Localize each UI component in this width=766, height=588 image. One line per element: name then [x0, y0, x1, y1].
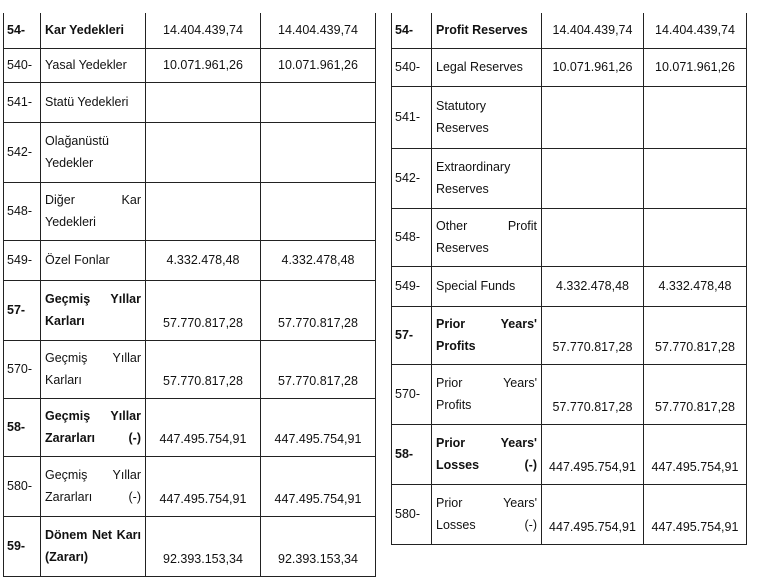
- value-prior: 14.404.439,74: [644, 13, 747, 48]
- account-code: 57-: [392, 306, 432, 364]
- table-row: [4, 82, 376, 122]
- value-current: 57.770.817,28: [542, 364, 644, 424]
- account-code: 541-: [392, 86, 432, 148]
- account-code: 58-: [4, 398, 41, 456]
- table-row: [392, 306, 747, 364]
- account-description: Kar Yedekleri: [41, 13, 146, 48]
- account-description: Prior Years' Profits: [432, 364, 542, 424]
- table-row: [4, 182, 376, 240]
- account-description: Special Funds: [432, 266, 542, 306]
- value-prior: 57.770.817,28: [644, 364, 747, 424]
- value-prior: 10.071.961,26: [261, 48, 376, 82]
- account-description: Prior Years' Losses (-): [432, 484, 542, 544]
- value-current: 447.495.754,91: [542, 424, 644, 484]
- table-row: [392, 424, 747, 484]
- account-description: Extraordinary Reserves: [432, 148, 542, 208]
- value-current: 4.332.478,48: [542, 266, 644, 306]
- table-row: [392, 208, 747, 266]
- account-description: Geçmiş Yıllar Zararları (-): [41, 456, 146, 516]
- account-code: 540-: [392, 48, 432, 86]
- account-code: 580-: [4, 456, 41, 516]
- account-description: Olağanüstü Yedekler: [41, 122, 146, 182]
- table-row: [4, 456, 376, 516]
- account-description: Dönem Net Karı (Zararı): [41, 516, 146, 576]
- account-description: Statü Yedekleri: [41, 82, 146, 122]
- account-description: Statutory Reserves: [432, 86, 542, 148]
- account-description: Prior Years' Profits: [432, 306, 542, 364]
- english-reserves-table: [391, 13, 747, 545]
- account-code: 549-: [392, 266, 432, 306]
- account-code: 549-: [4, 240, 41, 280]
- turkish-reserves-table: [3, 13, 376, 577]
- account-code: 570-: [4, 340, 41, 398]
- value-prior: 447.495.754,91: [644, 484, 747, 544]
- value-prior: 92.393.153,34: [261, 516, 376, 576]
- table-row: [392, 86, 747, 148]
- account-code: 54-: [4, 13, 41, 48]
- value-current: 10.071.961,26: [146, 48, 261, 82]
- account-code: 59-: [4, 516, 41, 576]
- value-prior: 57.770.817,28: [261, 340, 376, 398]
- account-code: 542-: [392, 148, 432, 208]
- account-code: 58-: [392, 424, 432, 484]
- table-row: [4, 516, 376, 576]
- value-prior: 4.332.478,48: [644, 266, 747, 306]
- table-row: [4, 240, 376, 280]
- value-prior: 4.332.478,48: [261, 240, 376, 280]
- account-code: 540-: [4, 48, 41, 82]
- account-code: 580-: [392, 484, 432, 544]
- value-prior: [261, 122, 376, 182]
- value-prior: 57.770.817,28: [261, 280, 376, 340]
- value-prior: 447.495.754,91: [261, 456, 376, 516]
- account-description: Legal Reserves: [432, 48, 542, 86]
- value-current: 447.495.754,91: [146, 456, 261, 516]
- table-row: [392, 266, 747, 306]
- value-prior: 14.404.439,74: [261, 13, 376, 48]
- table-row: [4, 48, 376, 82]
- account-description: Other Profit Reserves: [432, 208, 542, 266]
- table-row: [392, 364, 747, 424]
- table-row: [392, 148, 747, 208]
- value-current: [146, 82, 261, 122]
- value-current: [542, 148, 644, 208]
- value-current: 10.071.961,26: [542, 48, 644, 86]
- value-current: 447.495.754,91: [146, 398, 261, 456]
- value-prior: 10.071.961,26: [644, 48, 747, 86]
- account-description: Profit Reserves: [432, 13, 542, 48]
- table-row: [4, 280, 376, 340]
- value-prior: [261, 182, 376, 240]
- value-current: [146, 182, 261, 240]
- value-current: [542, 86, 644, 148]
- value-prior: 447.495.754,91: [261, 398, 376, 456]
- value-prior: [644, 208, 747, 266]
- value-current: 57.770.817,28: [542, 306, 644, 364]
- value-prior: 57.770.817,28: [644, 306, 747, 364]
- account-code: 542-: [4, 122, 41, 182]
- account-description: Geçmiş Yıllar Karları: [41, 280, 146, 340]
- table-row: [4, 122, 376, 182]
- value-current: 57.770.817,28: [146, 340, 261, 398]
- table-row: [392, 13, 747, 48]
- account-code: 548-: [392, 208, 432, 266]
- value-current: 14.404.439,74: [542, 13, 644, 48]
- table-row: [4, 398, 376, 456]
- table-row: [392, 48, 747, 86]
- table-row: [4, 13, 376, 48]
- value-current: 57.770.817,28: [146, 280, 261, 340]
- account-code: 548-: [4, 182, 41, 240]
- account-code: 57-: [4, 280, 41, 340]
- value-prior: [644, 86, 747, 148]
- account-description: Geçmiş Yıllar Zararları (-): [41, 398, 146, 456]
- value-prior: 447.495.754,91: [644, 424, 747, 484]
- table-row: [4, 340, 376, 398]
- account-code: 541-: [4, 82, 41, 122]
- account-description: Prior Years' Losses (-): [432, 424, 542, 484]
- value-current: 92.393.153,34: [146, 516, 261, 576]
- value-current: 4.332.478,48: [146, 240, 261, 280]
- account-description: Geçmiş Yıllar Karları: [41, 340, 146, 398]
- value-current: 447.495.754,91: [542, 484, 644, 544]
- account-description: Diğer Kar Yedekleri: [41, 182, 146, 240]
- account-description: Özel Fonlar: [41, 240, 146, 280]
- table-row: [392, 484, 747, 544]
- value-current: 14.404.439,74: [146, 13, 261, 48]
- account-description: Yasal Yedekler: [41, 48, 146, 82]
- value-prior: [261, 82, 376, 122]
- value-current: [542, 208, 644, 266]
- account-code: 54-: [392, 13, 432, 48]
- account-code: 570-: [392, 364, 432, 424]
- value-current: [146, 122, 261, 182]
- value-prior: [644, 148, 747, 208]
